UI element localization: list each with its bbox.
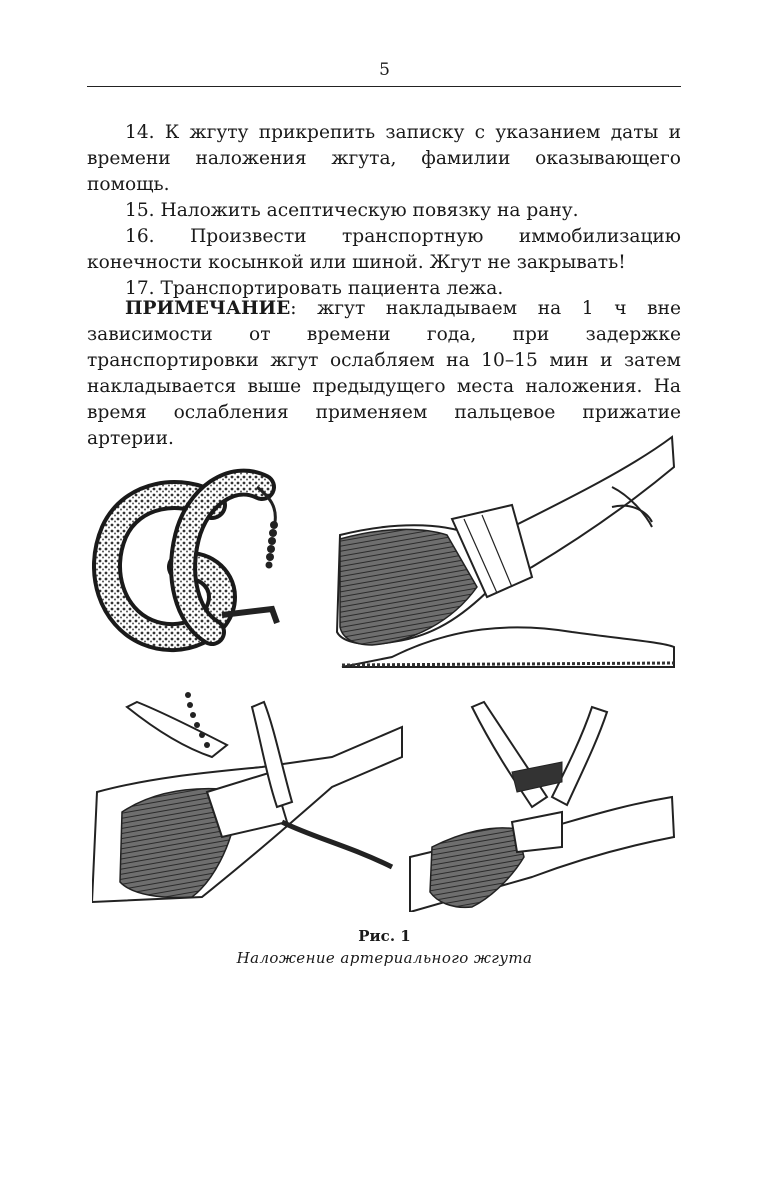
header-rule: [87, 86, 681, 87]
applying-tourniquet-illustration: [92, 692, 402, 902]
page-number: 5: [379, 60, 390, 80]
note-body: : жгут накладываем на 1 ч вне зависимости от времени года, при задержке транспортировки жгут ослабляем на 10–15 мин и затем накладывается выше предыдущего места наложения. На время ослабления применяем пальцевое прижатие артерии.: [87, 298, 681, 449]
securing-tourniquet-illustration: [410, 702, 674, 912]
numbered-steps: [87, 120, 681, 302]
tourniquet-figure: [92, 427, 676, 912]
figure-number: Рис. 1: [358, 927, 411, 945]
step-14: 14. К жгуту прикрепить записку с указанием даты и времени наложения жгута, фамилии оказывающего помощь.: [87, 122, 681, 195]
figure-caption: Наложение артериального жгута: [236, 949, 533, 967]
coiled-tourniquet-illustration: [107, 483, 278, 638]
raised-leg-illustration: [334, 437, 674, 672]
step-16: 16. Произвести транспортную иммобилизацию конечности косынкой или шиной. Жгут не закрывать!: [87, 226, 681, 273]
step-17: 17. Транспортировать пациента лежа.: [125, 278, 504, 299]
note-label: ПРИМЕЧАНИЕ: [125, 298, 291, 319]
step-15: 15. Наложить асептическую повязку на рану.: [125, 200, 579, 221]
